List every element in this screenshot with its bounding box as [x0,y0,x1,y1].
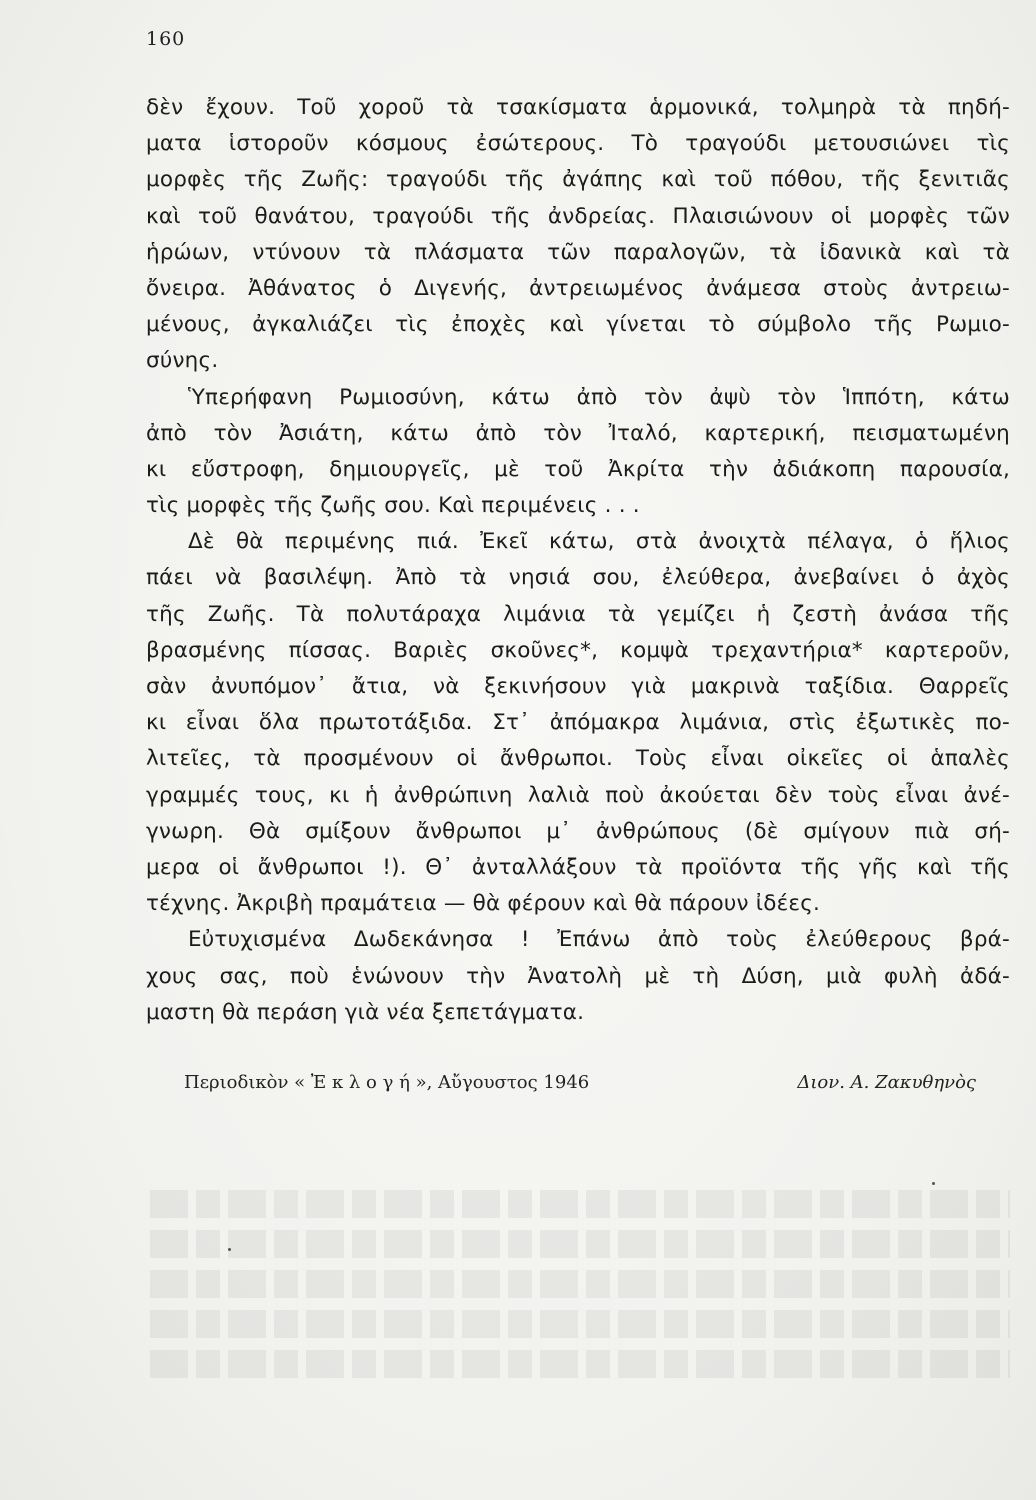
text-line: μαστη θὰ περάση γιὰ νέα ξεπετάγματα. [146,999,585,1025]
page-number: 160 [146,28,186,50]
text-line: μένους, ἀγκαλιάζει τὶς ἐποχὲς καὶ γίνεται τὸ σύμβολο τῆς Ρωμιο- [146,312,1010,338]
text-line: ὄνειρα. Ἀθάνατος ὁ Διγενής, ἀντρειωμένος ἀνάμεσα στοὺς ἀντρειω- [146,275,1010,301]
text-line: σὰν ἀνυπόμον᾽ ἄτια, νὰ ξεκινήσουν γιὰ μακρινὰ ταξίδια. Θαρρεῖς [146,674,1010,699]
paper-speck [932,1182,935,1185]
text-line: κι εἶναι ὅλα πρωτοτάξιδα. Στ᾽ ἀπόμακρα λιμάνια, στὶς ἐξωτικὲς πο- [146,710,1010,736]
bleed-through-texture [150,1190,1010,1420]
text-line: Εὐτυχισμένα Δωδεκάνησα ! Ἐπάνω ἀπὸ τοὺς ἐλεύθερους βρά- [188,927,1010,953]
text-line: λιτεῖες, τὰ προσμένουν οἱ ἄνθρωποι. Τοὺς εἶναι οἰκεῖες οἱ ἁπαλὲς [146,746,1010,772]
text-line: τὶς μορφὲς τῆς ζωῆς σου. Καὶ περιμένεις . . . [146,493,640,519]
text-line: κι εὔστροφη, δημιουργεῖς, μὲ τοῦ Ἀκρίτα τὴν ἀδιάκοπη παρουσία, [146,456,1010,482]
text-line: σύνης. [146,348,219,374]
text-line: μερα οἱ ἄνθρωποι !). Θ᾽ ἀνταλλάξουν τὰ προϊόντα τῆς γῆς καὶ τῆς [146,854,1010,880]
text-line: τῆς Ζωῆς. Τὰ πολυτάραχα λιμάνια τὰ γεμίζει ἡ ζεστὴ ἀνάσα τῆς [146,601,1010,627]
text-line: ἀπὸ τὸν Ἀσιάτη, κάτω ἀπὸ τὸν Ἰταλό, καρτερική, πεισματωμένη [146,420,1010,446]
body-text [146,90,1010,1031]
text-line: γνωρη. Θὰ σμίξουν ἄνθρωποι μ᾽ ἀνθρώπους (δὲ σμίγουν πιὰ σή- [146,818,1010,844]
text-line: πάει νὰ βασιλέψη. Ἀπὸ τὰ νησιά σου, ἐλεύθερα, ἀνεβαίνει ὁ ἀχὸς [146,565,1010,591]
text-line: Ὑπερήφανη Ρωμιοσύνη, κάτω ἀπὸ τὸν ἀψὺ τὸν Ἱππότη, κάτω [188,384,1010,410]
text-line: Δὲ θὰ περιμένης πιά. Ἐκεῖ κάτω, στὰ ἀνοιχτὰ πέλαγα, ὁ ἥλιος [188,529,1010,555]
text-line: χους σας, ποὺ ἑνώνουν τὴν Ἀνατολὴ μὲ τὴ Δύση, μιὰ φυλὴ ἀδά- [146,963,1010,989]
source-line [146,1072,1010,1104]
text-line: γραμμές τους, κι ἡ ἀνθρώπινη λαλιὰ ποὺ ἀκούεται δὲν τοὺς εἶναι ἀνέ- [146,782,1010,808]
text-line: τέχνης. Ἀκριβὴ πραμάτεια — θὰ φέρουν καὶ θὰ πάρουν ἰδέες. [146,891,821,917]
text-line: βρασμένης πίσσας. Βαριὲς σκοῦνες*, κομψὰ τρεχαντήρια* καρτεροῦν, [146,637,1010,663]
source-citation: Περιοδικὸν « Ἐ κ λ ο γ ή », Αὔγουστος 1946 [184,1072,590,1093]
source-author: Διον. Α. Ζακυθηνὸς [797,1072,976,1093]
text-line: μορφὲς τῆς Ζωῆς: τραγούδι τῆς ἀγάπης καὶ τοῦ πόθου, τῆς ξενιτιᾶς [146,167,1010,193]
text-line: ἡρώων, ντύνουν τὰ πλάσματα τῶν παραλογῶν, τὰ ἰδανικὰ καὶ τὰ [146,239,1010,265]
text-line: ματα ἱστοροῦν κόσμους ἐσώτερους. Τὸ τραγούδι μετουσιώνει τὶς [146,131,1010,157]
paper-speck [228,1248,231,1251]
text-line: δὲν ἔχουν. Τοῦ χοροῦ τὰ τσακίσματα ἁρμονικά, τολμηρὰ τὰ πηδή- [146,95,1010,120]
text-line: καὶ τοῦ θανάτου, τραγούδι τῆς ἀνδρείας. Πλαισιώνουν οἱ μορφὲς τῶν [146,203,1010,229]
